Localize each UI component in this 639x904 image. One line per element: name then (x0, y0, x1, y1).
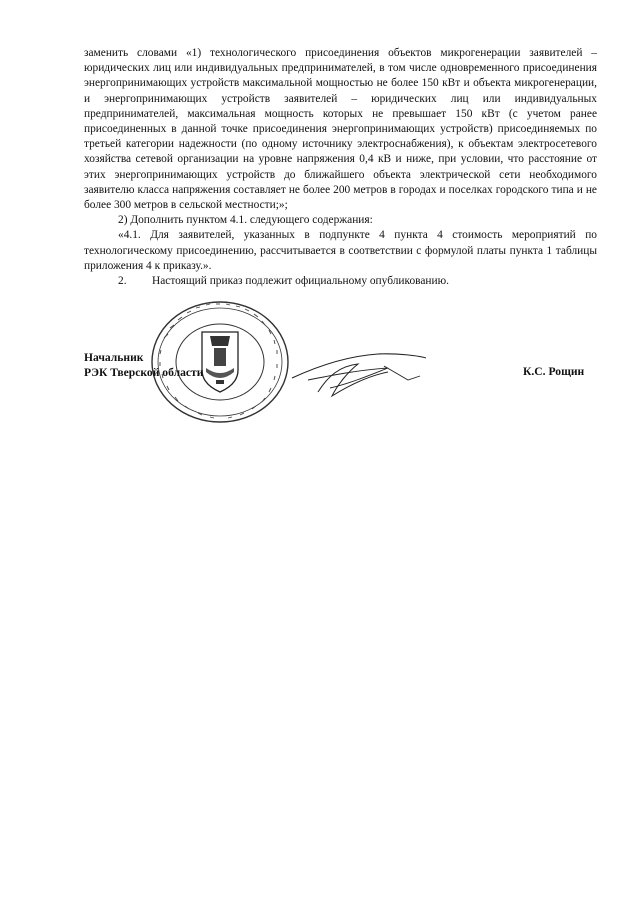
item-number: 2. (118, 275, 127, 288)
paragraph-item-2 (84, 274, 597, 289)
paragraph-point-4-1: «4.1. Для заявителей, указанных в подпункте 4 пункта 4 стоимость мероприятий по технологическому присоединению, рассчитывается в соответствии с формулой платы пункта 1 таблицы приложения 4 к приказу.». (84, 229, 597, 272)
position-line-1: Начальник (84, 351, 144, 364)
document-body (84, 46, 597, 289)
item-text: Настоящий приказ подлежит официальному опубликованию. (152, 275, 449, 288)
signatory-position (84, 350, 203, 381)
paragraph-replacement-text: заменить словами «1) технологического присоединения объектов микрогенерации заявителей – юридических лиц или индивидуальных предпринимателей, в том числе одновременного присоединения энергопринимающих устройств максимальной мощностью не более 150 кВт и объекта микрогенерации, и энергопринимающих устройств заявителей – юридических лиц или индивидуальных предпринимателей, максимальная мощность которых не превышает 150 кВт (с учетом ранее присоединенных в данной точке присоединения энергопринимающих устройств) присоединяемых по третьей категории надежности (по одному источнику электроснабжения), к объектам электросетевого хозяйства сетевой организации на уровне напряжения 0,4 кВ и ниже, при условии, что расстояние от этих энергопринимающих устройств до ближайшего объекта электрической сети необходимого заявителю класса напряжения составляет не более 200 метров в городах и поселках городского типа и не более 300 метров в сельской местности;»; (84, 47, 597, 212)
signatory-name: К.С. Рощин (523, 365, 585, 378)
position-line-2: РЭК Тверской области (84, 366, 204, 380)
paragraph-amendment-2: 2) Дополнить пунктом 4.1. следующего содержания: (118, 214, 373, 227)
handwritten-signature (288, 336, 428, 406)
